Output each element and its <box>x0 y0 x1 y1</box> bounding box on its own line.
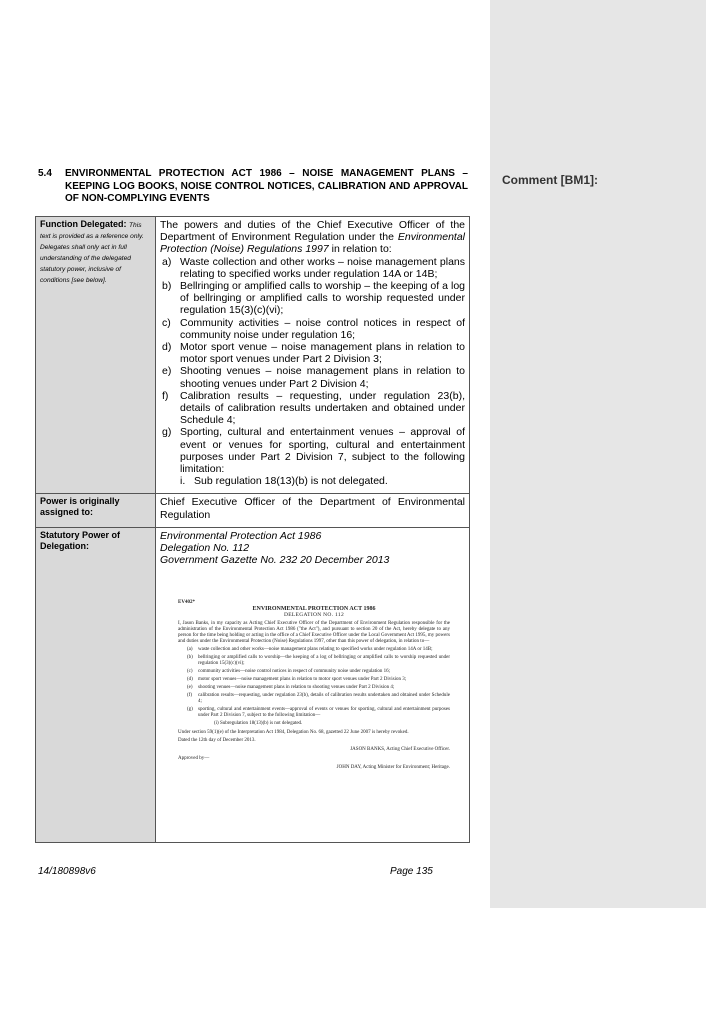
footer-page-number: Page 135 <box>390 866 433 877</box>
gazette-extract <box>178 600 450 771</box>
gazette-subtitle: DELEGATION NO. 112 <box>283 612 345 619</box>
list-item: e) Shooting venues – noise management plans in relation to shooting venues under Part 2 Division 4; <box>162 365 465 390</box>
gazette-item: (e) shooting venues—noise management plans in relation to shooting venues under Part 2 Division 4; <box>187 685 395 691</box>
gazette-item: (d) motor sport venues—noise management plans in relation to motor sport venues under Part 2 Division 3; <box>187 677 407 683</box>
gazette-revocation: Under section 59(1)(e) of the Interpretation Act 1984, Delegation No. 68, gazetted 22 June 2007 is hereby revoked. <box>178 730 409 736</box>
row-statutory-power <box>36 527 470 842</box>
list-item: a) Waste collection and other works – noise management plans relating to specified works under regulation 14A or 14B; <box>162 255 465 280</box>
function-note: This text is provided as a reference only. Delegates shall only act in full understanding of the delegated statutory power, inclusive of conditions [see below]. <box>40 222 144 284</box>
power-label: Power is originally assigned to: <box>40 496 120 518</box>
gazette-dated: Dated the 12th day of December 2013. <box>178 738 256 744</box>
list-item: c) Community activities – noise control notices in respect of community noise under regulation 16; <box>162 316 465 341</box>
statutory-label-cell <box>36 527 156 842</box>
function-value-cell <box>156 217 470 494</box>
statutory-act: Environmental Protection Act 1986 <box>160 529 322 542</box>
gazette-signature-minister: JOHN DAY, Acting Minister for Environment; Heritage. <box>336 765 450 771</box>
gazette-approved: Approved by— <box>178 756 210 762</box>
gazette-item: (c) community activities—noise control notices in respect of community noise under regulation 16; <box>187 669 391 675</box>
function-label: Function Delegated: <box>40 219 127 229</box>
row-power-assigned <box>36 494 470 527</box>
gazette-title: ENVIRONMENTAL PROTECTION ACT 1986 <box>252 606 376 613</box>
function-label-cell <box>36 217 156 494</box>
list-item: d) Motor sport venue – noise management plans in relation to motor sport venues under Part 2 Division 3; <box>162 341 465 366</box>
section-heading <box>38 168 468 206</box>
gazette-item: (g) sporting, cultural and entertainment events—approval of events or venues for sporting, cultural and entertainment purposes under Part 2 Division 7, subject to the following limitation— <box>187 707 450 719</box>
function-sub-item: i. Sub regulation 18(13)(b) is not delegated. <box>180 475 388 488</box>
function-list <box>160 256 465 476</box>
gazette-item: (b) bellringing or amplified calls to worship—the keeping of a log of bellringing or amplified calls to worship requested under regulation 15(3)(c)(vi); <box>187 655 450 667</box>
gazette-intro: I, Jason Banks, in my capacity as Acting Chief Executive Officer of the Department of Environment Regulation responsible for the administration of the Environmental Protection Act 1986 ("the Act"), and pursuant to section 20 of the Act, hereby delegate to any person for the time being holding or acting in the office of a Chief Executive Officer under the Local Government Act 1995, my powers and duties under the Environmental Protection (Noise) Regulations 1997, other than this power of delegation, in relation to— <box>178 621 450 645</box>
section-title: ENVIRONMENTAL PROTECTION ACT 1986 – NOISE MANAGEMENT PLANS – KEEPING LOG BOOKS, NOISE CONTROL NOTICES, CALIBRATION AND APPROVAL OF NON-COMPLYING EVENTS <box>65 168 468 204</box>
footer-doc-ref: 14/180898v6 <box>38 866 96 877</box>
gazette-item: (a) waste collection and other works—noise management plans relating to specified works under regulation 14A or 14B; <box>187 647 433 653</box>
list-item: b) Bellringing or amplified calls to worship – the keeping of a log of bellringing or amplified calls to worship requested under regulation 15(3)(c)(vi); <box>162 280 465 317</box>
power-value-cell <box>156 494 470 527</box>
delegation-table <box>35 216 470 843</box>
list-item: g) Sporting, cultural and entertainment venues – approval of event or venues for sporting, cultural and entertainment purposes under Part 2 Division 7, subject to the following limitation: <box>162 426 465 476</box>
statutory-label: Statutory Power of Delegation: <box>40 529 121 551</box>
gazette-signature-ceo: JASON BANKS, Acting Chief Executive Officer. <box>350 747 450 753</box>
statutory-gazette: Government Gazette No. 232 20 December 2013 <box>160 554 390 567</box>
statutory-value-cell <box>156 527 470 842</box>
list-item: f) Calibration results – requesting, under regulation 23(b), details of calibration results undertaken and obtained under Schedule 4; <box>162 389 465 427</box>
comment-pane <box>490 0 706 908</box>
comment-title: Comment [BM1]: <box>502 173 598 187</box>
gazette-code: EV402* <box>178 600 195 606</box>
section-number: 5.4 <box>38 168 52 179</box>
power-label-cell <box>36 494 156 527</box>
statutory-delegation: Delegation No. 112 <box>160 542 250 555</box>
gazette-sub-item: (i) Subregulation 18(13)(b) is not delegated. <box>214 721 303 727</box>
gazette-item: (f) calibration results—requesting, under regulation 23(b), details of calibration results undertaken and obtained under Schedule 4; <box>187 693 450 705</box>
function-intro: The powers and duties of the Chief Executive Officer of the Department of Environment Regulation under the Environmental Protection (Noise) Regulations 1997 in relation to: <box>160 219 465 256</box>
power-value: Chief Executive Officer of the Department of Environmental Regulation <box>160 496 465 521</box>
row-function-delegated <box>36 217 470 494</box>
